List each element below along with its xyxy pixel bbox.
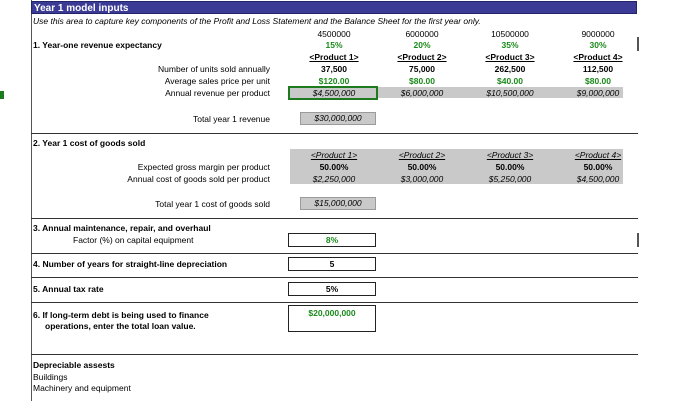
avg-price-p1[interactable]: $120.00 <box>318 76 350 86</box>
divider <box>31 277 638 278</box>
header-total-4[interactable]: 9000000 <box>581 29 615 39</box>
maintenance-factor-input[interactable]: 8% <box>288 233 376 247</box>
loan-value-input[interactable]: $20,000,000 <box>288 305 376 332</box>
section-1-title: 1. Year-one revenue expectancy <box>33 40 162 50</box>
gross-margin-p3[interactable]: 50.00% <box>495 162 525 172</box>
header-total-3[interactable]: 10500000 <box>491 29 529 39</box>
section-5-title: 5. Annual tax rate <box>33 284 104 294</box>
cogs-product-2-header[interactable]: <Product 2> <box>398 150 446 160</box>
avg-price-p3[interactable]: $40.00 <box>497 76 523 86</box>
section-6-title-line1: 6. If long-term debt is being used to finance <box>33 310 209 320</box>
product-3-header[interactable]: <Product 3> <box>485 52 535 62</box>
total-revenue-value[interactable]: $30,000,000 <box>300 112 376 125</box>
divider <box>31 302 638 303</box>
depreciation-years-input[interactable]: 5 <box>288 257 376 271</box>
total-cogs-value[interactable]: $15,000,000 <box>300 197 376 210</box>
divider <box>31 354 638 355</box>
revenue-p2[interactable]: $6,000,000 <box>400 88 444 98</box>
tax-rate-input[interactable]: 5% <box>288 282 376 296</box>
growth-product-4[interactable]: 30% <box>589 40 607 50</box>
total-revenue-label: Total year 1 revenue <box>192 114 270 124</box>
instructions-text: Use this area to capture key components of the Profit and Loss Statement and the Balance Sheet for the first year only. <box>33 16 481 26</box>
cogs-p2[interactable]: $3,000,000 <box>400 174 444 184</box>
divider <box>31 218 638 219</box>
factor-label: Factor (%) on capital equipment <box>73 235 194 245</box>
cogs-label: Annual cost of goods sold per product <box>127 174 270 184</box>
cogs-product-1-header[interactable]: <Product 1> <box>310 150 358 160</box>
units-sold-p1[interactable]: 37,500 <box>321 64 347 74</box>
revenue-p4[interactable]: $9,000,000 <box>576 88 620 98</box>
cogs-p4[interactable]: $4,500,000 <box>576 174 620 184</box>
header-total-1[interactable]: 4500000 <box>317 29 351 39</box>
asset-machinery: Machinery and equipment <box>33 383 131 393</box>
revenue-p3[interactable]: $10,500,000 <box>486 88 534 98</box>
growth-product-2[interactable]: 20% <box>413 40 431 50</box>
units-sold-p2[interactable]: 75,000 <box>409 64 435 74</box>
row-selection-marker <box>0 91 4 99</box>
units-sold-label: Number of units sold annually <box>158 64 270 74</box>
asset-buildings: Buildings <box>33 372 68 382</box>
avg-price-p2[interactable]: $80.00 <box>409 76 435 86</box>
annual-revenue-label: Annual revenue per product <box>165 88 270 98</box>
avg-price-p4[interactable]: $80.00 <box>585 76 611 86</box>
right-border-mark <box>637 233 639 247</box>
growth-product-1[interactable]: 15% <box>325 40 343 50</box>
section-3-title: 3. Annual maintenance, repair, and overhaul <box>33 223 211 233</box>
product-4-header[interactable]: <Product 4> <box>573 52 623 62</box>
gross-margin-label: Expected gross margin per product <box>137 162 270 172</box>
product-2-header[interactable]: <Product 2> <box>397 52 447 62</box>
cogs-product-3-header[interactable]: <Product 3> <box>486 150 534 160</box>
divider <box>31 133 638 134</box>
header-total-2[interactable]: 6000000 <box>405 29 439 39</box>
section-title-bar: Year 1 model inputs <box>31 1 637 14</box>
depreciable-assets-title: Depreciable assests <box>33 360 115 370</box>
product-1-header[interactable]: <Product 1> <box>309 52 359 62</box>
gross-margin-p2[interactable]: 50.00% <box>407 162 437 172</box>
units-sold-p3[interactable]: 262,500 <box>494 64 526 74</box>
cogs-p1[interactable]: $2,250,000 <box>312 174 356 184</box>
cogs-product-4-header[interactable]: <Product 4> <box>574 150 622 160</box>
growth-product-3[interactable]: 35% <box>501 40 519 50</box>
revenue-p1[interactable]: $4,500,000 <box>312 88 356 98</box>
total-cogs-label: Total year 1 cost of goods sold <box>155 199 270 209</box>
section-4-title: 4. Number of years for straight-line depreciation <box>33 259 228 269</box>
gross-margin-p1[interactable]: 50.00% <box>319 162 349 172</box>
divider <box>31 253 638 254</box>
units-sold-p4[interactable]: 112,500 <box>582 64 614 74</box>
section-6-title-line2: operations, enter the total loan value. <box>45 321 196 331</box>
selected-cell-outline[interactable] <box>288 86 378 100</box>
section-2-title: 2. Year 1 cost of goods sold <box>33 138 146 148</box>
cogs-p3[interactable]: $5,250,000 <box>488 174 532 184</box>
gross-margin-p4[interactable]: 50.00% <box>583 162 613 172</box>
avg-price-label: Average sales price per unit <box>164 76 270 86</box>
